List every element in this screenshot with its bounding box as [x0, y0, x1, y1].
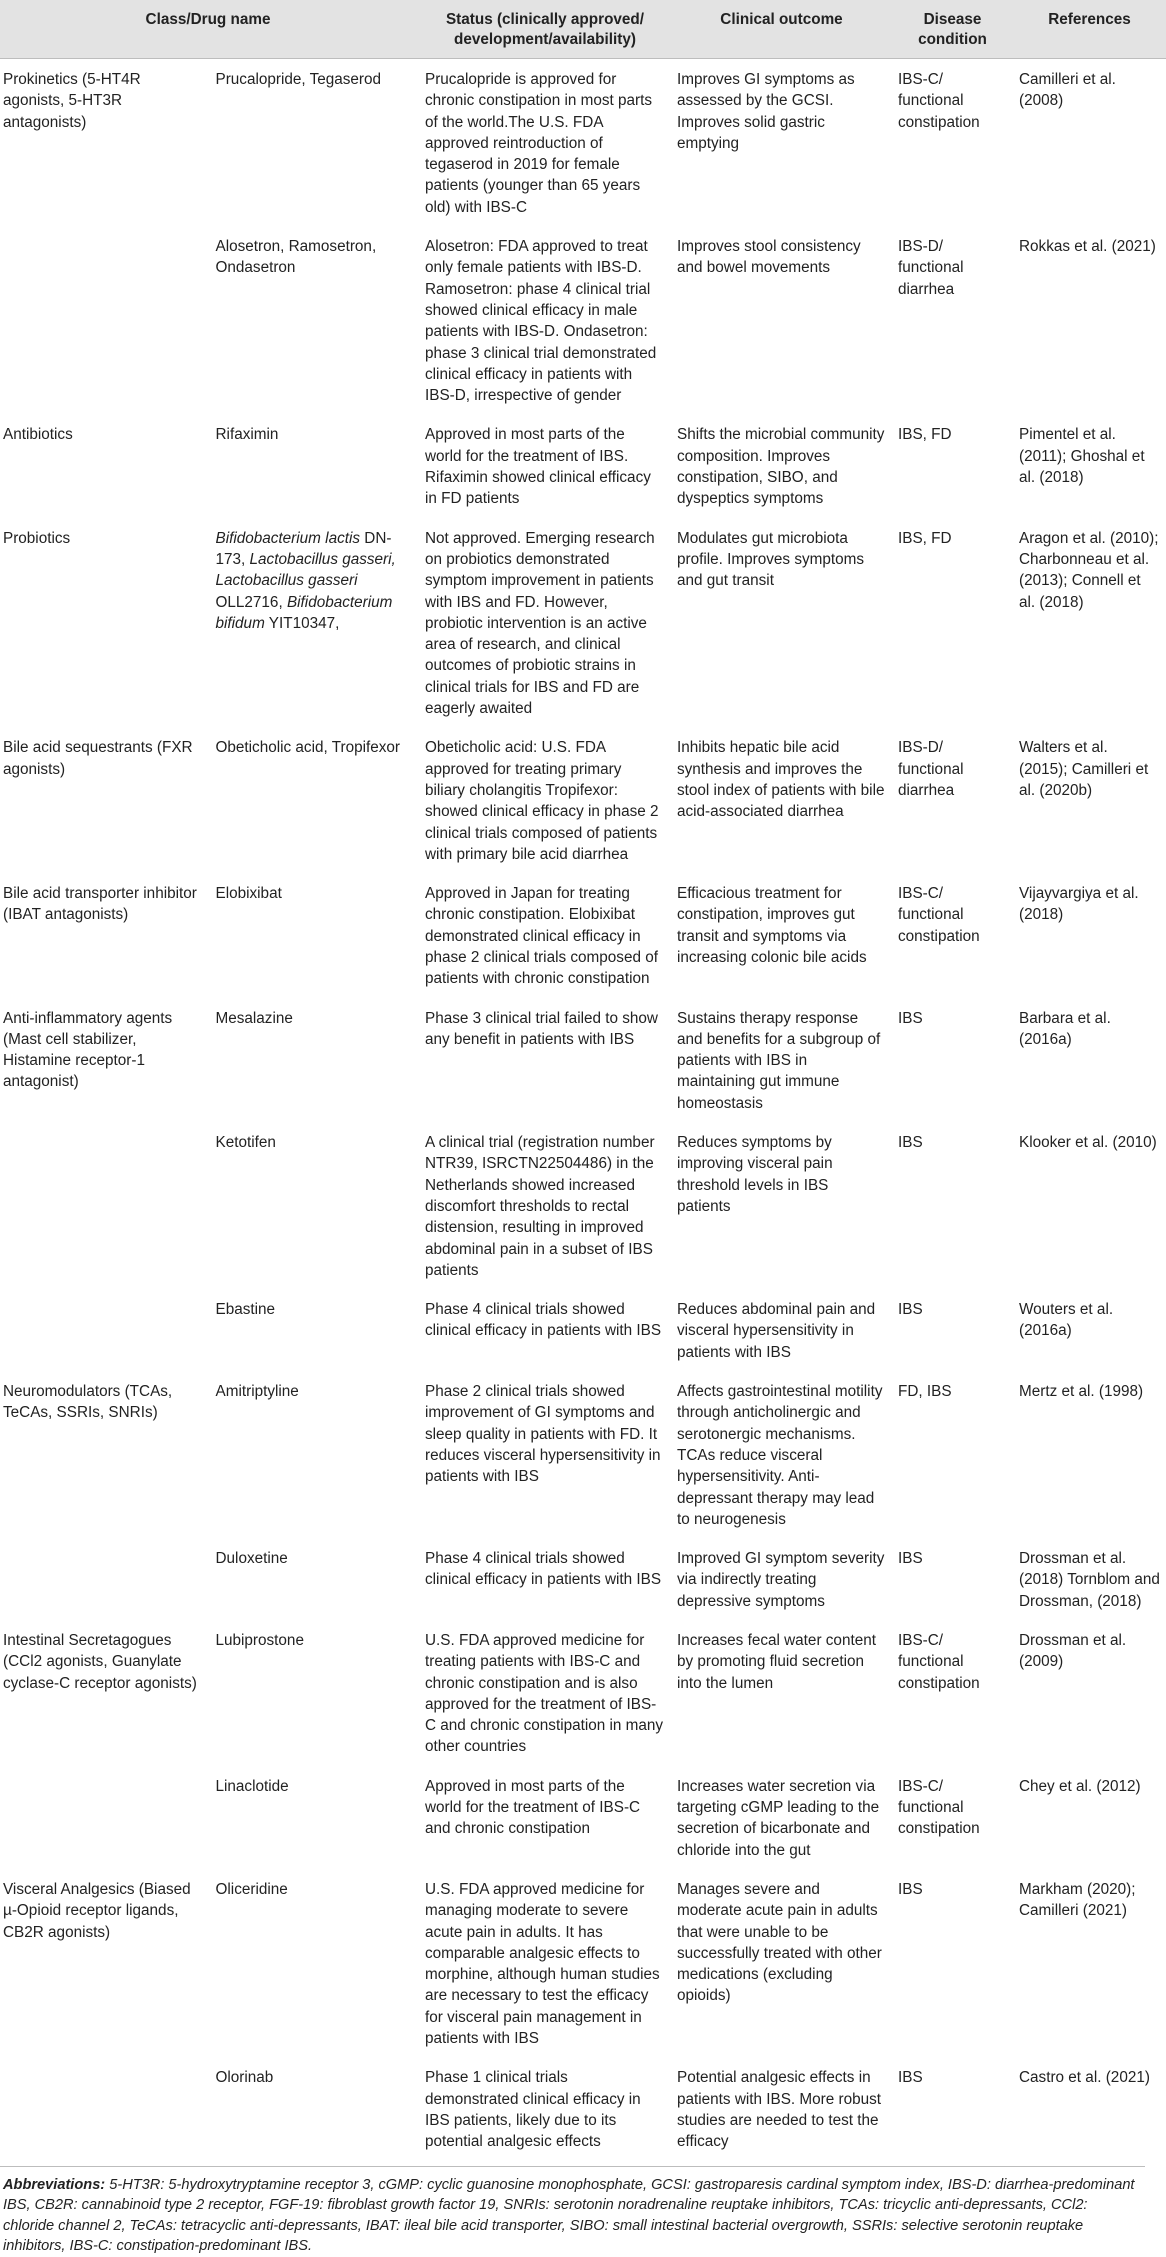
outcome-cell: Improves stool consistency and bowel movements — [677, 238, 861, 277]
references-cell: Vijayvargiya et al. (2018) — [1019, 885, 1139, 924]
table-row — [0, 521, 1166, 731]
disease-cell: FD, IBS — [898, 1383, 952, 1401]
abbreviations-note — [0, 2166, 1145, 2257]
outcome-cell: Increases water secretion via targeting cGMP leading to the secretion of bicarbonate and chloride into the gut — [677, 1777, 880, 1859]
drug-cell: Lubiprostone — [215, 1632, 304, 1649]
references-cell: Rokkas et al. (2021) — [1019, 238, 1156, 256]
references-cell: Pimentel et al. (2011); Ghoshal et al. (2018) — [1019, 426, 1145, 487]
drug-cell: Duloxetine — [215, 1550, 288, 1568]
header-status: Status (clinically approved/ development/availability) — [419, 0, 671, 59]
disease-cell: IBS — [898, 2069, 923, 2087]
table-row — [0, 1769, 1166, 1872]
class-cell — [0, 1769, 210, 1872]
table-row — [0, 1872, 1166, 2060]
class-cell: Bile acid sequestrants (FXR agonists) — [3, 739, 193, 778]
drug-cell: Mesalazine — [215, 1009, 293, 1027]
references-cell: Walters et al. (2015); Camilleri et al. (2020b) — [1019, 739, 1149, 799]
drug-cell: Olorinab — [215, 2069, 274, 2087]
status-cell: Phase 4 clinical trials showed clinical efficacy in patients with IBS — [425, 1301, 662, 1340]
outcome-cell: Shifts the microbial community composition. Improves constipation, SIBO, and dyspeptics symptoms — [677, 426, 885, 508]
references-cell: Klooker et al. (2010) — [1019, 1134, 1157, 1152]
drug-cell: Alosetron, Ramosetron, Ondasetron — [215, 238, 377, 277]
drug-cell: Amitriptyline — [215, 1383, 299, 1401]
outcome-cell: Improves GI symptoms as assessed by the GCSI. Improves solid gastric emptying — [677, 71, 855, 152]
outcome-cell: Affects gastrointestinal motility through anticholinergic and serotonergic mechanisms. TCAs reduce visceral hypersensitivity. Anti-depressant therapy may lead to neurogenesis — [677, 1383, 883, 1528]
table-row — [0, 1292, 1166, 1374]
class-cell — [0, 2060, 210, 2163]
drug-name-part: OLL2716, — [215, 593, 287, 611]
table-row — [0, 1125, 1166, 1292]
status-cell: U.S. FDA approved medicine for treating patients with IBS-C and chronic constipation and is also approved for the treatment of IBS-C and chronic constipation in many other countries — [425, 1632, 664, 1756]
drug-name-part: YIT10347, — [264, 614, 340, 632]
references-cell: Barbara et al. (2016a) — [1019, 1009, 1111, 1048]
drug-cell: Prucalopride, Tegaserod — [215, 71, 382, 88]
outcome-cell: Improved GI symptom severity via indirectly treating depressive symptoms — [677, 1550, 885, 1610]
class-cell — [0, 1292, 210, 1374]
table-row — [0, 1623, 1166, 1769]
status-cell: Alosetron: FDA approved to treat only female patients with IBS-D. Ramosetron: phase 4 clinical trial showed clinical efficacy in male patients with IBS-D. Ondasetron: phase 3 clinical trial demonstrated clinical efficacy in patients with IBS-D, irrespective of gender — [425, 238, 657, 405]
class-cell: Visceral Analgesics (Biased µ-Opioid receptor ligands, CB2R agonists) — [3, 1880, 191, 1941]
table-row — [0, 1001, 1166, 1125]
table-row — [0, 730, 1166, 876]
table-row — [0, 229, 1166, 417]
references-cell: Drossman et al. (2018) Tornblom and Drossman, (2018) — [1019, 1550, 1160, 1610]
disease-cell: IBS-C/ functional constipation — [898, 71, 980, 131]
status-cell: Approved in most parts of the world for the treatment of IBS-C and chronic constipation — [425, 1777, 641, 1838]
header-disease: Disease condition — [892, 0, 1013, 59]
status-cell: Not approved. Emerging research on probiotics demonstrated symptom improvement in patients with IBS and FD. However, probiotic intervention is an active area of research, and clinical outcomes of probiotic strains in clinical trials for IBS and FD are eagerly awaited — [425, 529, 655, 718]
disease-cell: IBS-C/ functional constipation — [898, 1632, 980, 1692]
drug-cell: Obeticholic acid, Tropifexor — [215, 739, 400, 757]
drug-cell: Oliceridine — [215, 1880, 288, 1898]
class-cell — [0, 229, 210, 417]
disease-cell: IBS, FD — [898, 426, 952, 444]
drug-name-part: DN-173, — [215, 529, 392, 568]
status-cell: Obeticholic acid: U.S. FDA approved for treating primary biliary cholangitis Tropifexor: showed clinical efficacy in phase 2 clinical trials composed of patients with primary bile acid diarrhea — [425, 739, 659, 863]
drug-cell — [210, 521, 420, 731]
outcome-cell: Potential analgesic effects in patients with IBS. More robust studies are needed to test the efficacy — [677, 2069, 882, 2151]
disease-cell: IBS-C/ functional constipation — [898, 885, 980, 945]
abbreviations-label: Abbreviations: — [3, 2176, 106, 2193]
disease-cell: IBS-D/ functional diarrhea — [898, 238, 964, 298]
status-cell: Phase 1 clinical trials demonstrated clinical efficacy in IBS patients, likely due to its potential analgesic effects — [425, 2069, 641, 2151]
disease-cell: IBS-C/ functional constipation — [898, 1777, 980, 1838]
outcome-cell: Modulates gut microbiota profile. Improves symptoms and gut transit — [677, 529, 865, 590]
references-cell: Aragon et al. (2010); Charbonneau et al. (2013); Connell et al. (2018) — [1019, 529, 1159, 611]
abbreviations-text: 5-HT3R: 5-hydroxytryptamine receptor 3, cGMP: cyclic guanosine monophosphate, GCSI: gastroparesis cardinal symptom index, IBS-D: diarrhea-predominant IBS, CB2R: cannabinoid type 2 receptor, FGF-19: fibroblast growth factor 19, SNRIs: serotonin noradrenaline reuptake inhibitors, TCAs: tricyclic anti-depressants, CCl2: chloride channel 2, TeCAs: tetracyclic anti-depressants, IBAT: ileal bile acid transporter, SIBO: small intestinal bacterial overgrowth, SSRIs: selective serotonin reuptake inhibitors, IBS-C: constipation-predominant IBS. — [3, 2176, 1135, 2255]
table-row — [0, 876, 1166, 1000]
status-cell: U.S. FDA approved medicine for managing moderate to severe acute pain in adults. It has comparable analgesic effects to morphine, although human studies are necessary to test the efficacy for visceral pain management in patients with IBS — [425, 1880, 660, 2048]
outcome-cell: Efficacious treatment for constipation, improves gut transit and symptoms via increasing colonic bile acids — [677, 885, 867, 966]
class-cell: Prokinetics (5-HT4R agonists, 5-HT3R antagonists) — [3, 71, 141, 131]
table-row — [0, 1374, 1166, 1541]
drug-cell: Rifaximin — [215, 426, 279, 444]
drug-cell: Ketotifen — [215, 1134, 276, 1152]
disease-cell: IBS — [898, 1301, 923, 1319]
class-cell: Probiotics — [3, 529, 71, 547]
status-cell: Phase 2 clinical trials showed improvement of GI symptoms and sleep quality in patients with FD. It reduces visceral hypersensitivity in patients with IBS — [425, 1383, 661, 1486]
references-cell: Drossman et al. (2009) — [1019, 1632, 1127, 1671]
outcome-cell: Reduces symptoms by improving visceral pain threshold levels in IBS patients — [677, 1134, 833, 1215]
references-cell: Camilleri et al. (2008) — [1019, 71, 1116, 110]
table-row — [0, 2060, 1166, 2163]
table-row — [0, 417, 1166, 520]
drug-cell: Elobixibat — [215, 885, 282, 903]
disease-cell: IBS — [898, 1134, 923, 1152]
drug-name-part: Bifidobacterium lactis — [215, 529, 361, 547]
references-cell: Markham (2020); Camilleri (2021) — [1019, 1880, 1136, 1920]
table-row — [0, 59, 1166, 230]
header-class-drug: Class/Drug name — [0, 0, 419, 59]
class-cell: Neuromodulators (TCAs, TeCAs, SSRIs, SNRIs) — [3, 1383, 173, 1422]
references-cell: Mertz et al. (1998) — [1019, 1383, 1144, 1401]
table-row — [0, 1541, 1166, 1623]
table-body — [0, 59, 1166, 2164]
status-cell: Approved in Japan for treating chronic constipation. Elobixibat demonstrated clinical efficacy in phase 2 clinical trials composed of patients with chronic constipation — [425, 885, 658, 988]
class-cell — [0, 1125, 210, 1292]
class-cell: Intestinal Secretagogues (CCl2 agonists, Guanylate cyclase-C receptor agonists) — [3, 1632, 197, 1692]
references-cell: Wouters et al. (2016a) — [1019, 1301, 1114, 1340]
references-cell: Castro et al. (2021) — [1019, 2069, 1150, 2087]
class-cell — [0, 1541, 210, 1623]
header-outcome: Clinical outcome — [671, 0, 892, 59]
disease-cell: IBS, FD — [898, 529, 952, 547]
outcome-cell: Increases fecal water content by promoting fluid secretion into the lumen — [677, 1632, 876, 1692]
outcome-cell: Manages severe and moderate acute pain in adults that were unable to be successfully treated with other medications (excluding opioids) — [677, 1880, 882, 2005]
outcome-cell: Sustains therapy response and benefits for a subgroup of patients with IBS in maintaining gut immune homeostasis — [677, 1009, 881, 1112]
references-cell: Chey et al. (2012) — [1019, 1777, 1141, 1795]
class-cell: Bile acid transporter inhibitor (IBAT antagonists) — [3, 885, 197, 924]
drug-cell: Linaclotide — [215, 1777, 289, 1795]
table-header-row — [0, 0, 1166, 59]
status-cell: Phase 4 clinical trials showed clinical efficacy in patients with IBS — [425, 1550, 662, 1589]
class-cell: Antibiotics — [3, 426, 73, 444]
status-cell: Prucalopride is approved for chronic constipation in most parts of the world.The U.S. FDA approved reintroduction of tegaserod in 2019 for female patients (younger than 65 years old) with IBS-C — [425, 71, 653, 216]
drug-name-part: Bifidobacterium bifidum — [215, 593, 393, 632]
outcome-cell: Reduces abdominal pain and visceral hypersensitivity in patients with IBS — [677, 1301, 876, 1361]
status-cell: Approved in most parts of the world for the treatment of IBS. Rifaximin showed clinical efficacy in FD patients — [425, 426, 651, 508]
drug-name-part: Lactobacillus gasseri, Lactobacillus gasseri — [215, 550, 396, 590]
status-cell: A clinical trial (registration number NTR39, ISRCTN22504486) in the Netherlands showed increased discomfort thresholds to rectal distension, resulting in improved abdominal pain in a subset of IBS patients — [425, 1134, 655, 1279]
disease-cell: IBS — [898, 1880, 923, 1898]
disease-cell: IBS — [898, 1009, 923, 1027]
status-cell: Phase 3 clinical trial failed to show any benefit in patients with IBS — [425, 1009, 658, 1048]
header-references: References — [1013, 0, 1166, 59]
drug-cell: Ebastine — [215, 1301, 276, 1319]
disease-cell: IBS-D/ functional diarrhea — [898, 739, 964, 799]
outcome-cell: Inhibits hepatic bile acid synthesis and improves the stool index of patients with bile acid-associated diarrhea — [677, 739, 885, 821]
disease-cell: IBS — [898, 1550, 923, 1568]
class-cell: Anti-inflammatory agents (Mast cell stabilizer, Histamine receptor-1 antagonist) — [3, 1009, 173, 1091]
